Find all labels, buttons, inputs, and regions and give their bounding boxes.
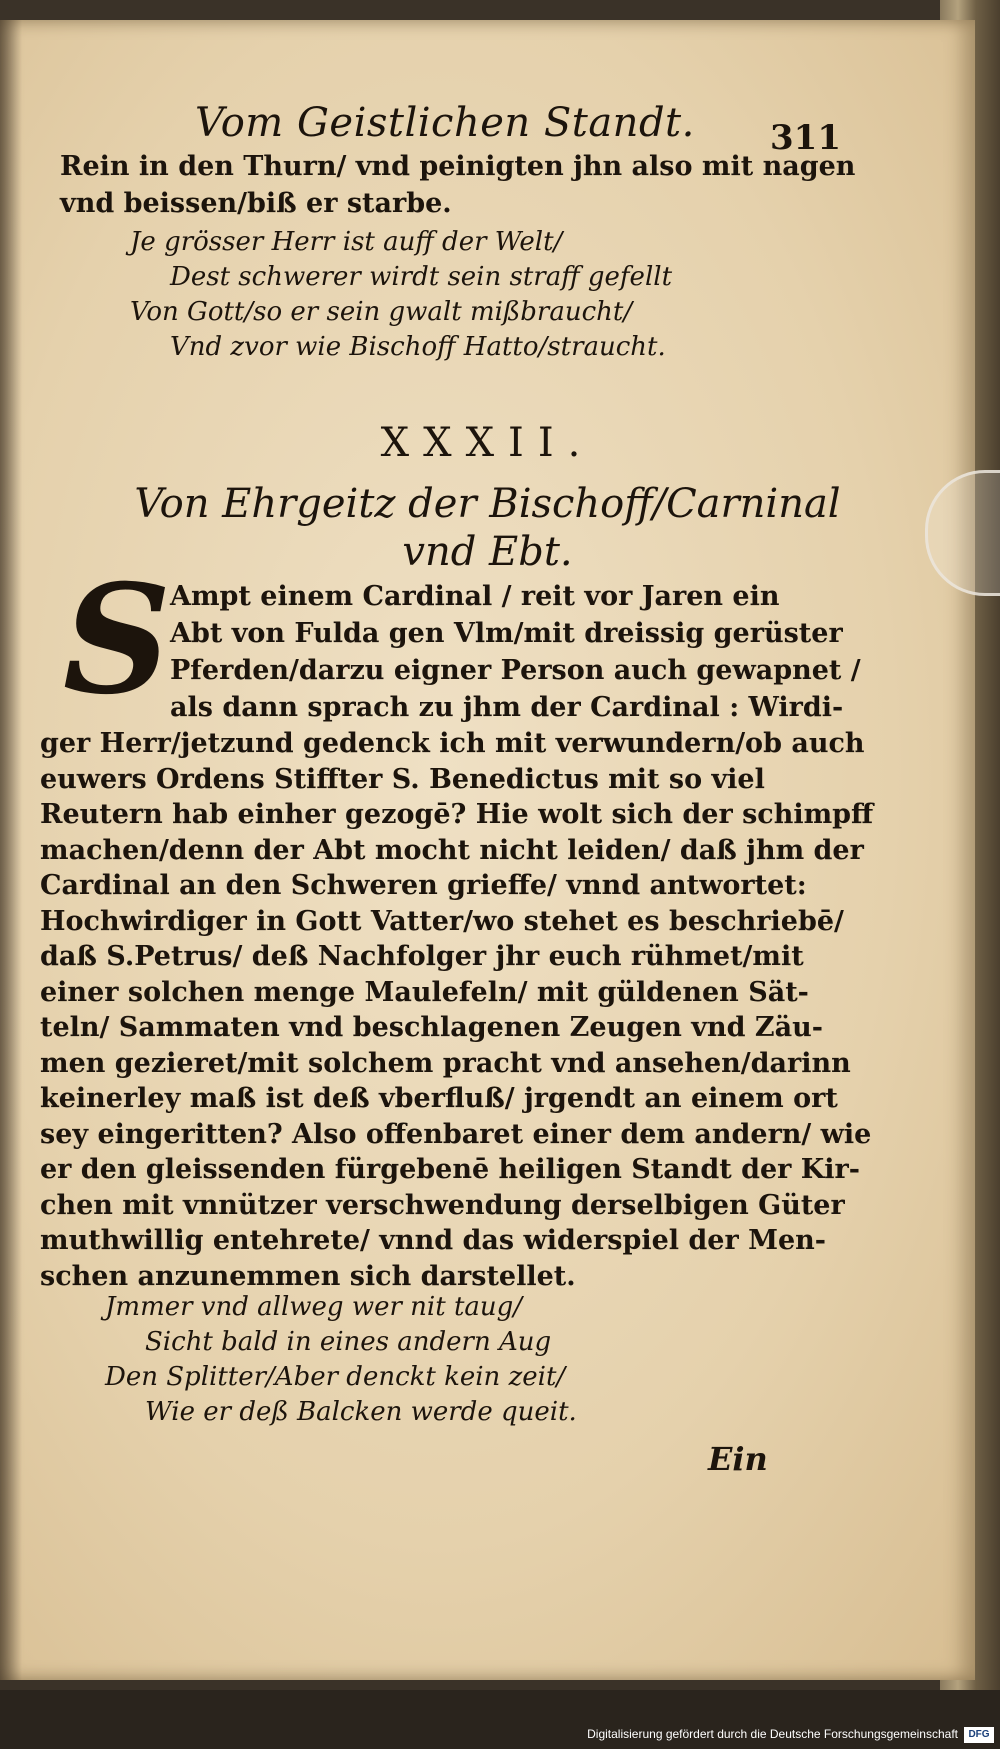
text-line: Hochwirdiger in Gott Vatter/wo stehet es beschriebē/ bbox=[40, 905, 844, 937]
verse-line: Wie er deß Balcken werde queit. bbox=[145, 1397, 577, 1427]
chapter-number: XXXII. bbox=[380, 420, 595, 466]
text-line: Reutern hab einher gezogē? Hie wolt sich der schimpff bbox=[40, 799, 874, 830]
chapter-title-line: Von Ehrgeitz der Bischoff/Carninal bbox=[134, 481, 841, 527]
text-line: einer solchen menge Maulefeln/ mit güldenen Sät- bbox=[40, 976, 809, 1008]
text-line: ger Herr/jetzund gedenck ich mit verwundern/ob auch bbox=[40, 728, 865, 759]
main-paragraph bbox=[40, 726, 874, 1294]
text-line: er den gleissenden fürgebenē heiligen Standt der Kir- bbox=[40, 1154, 860, 1185]
text-line: Pferden/darzu eigner Person auch gewapnet / bbox=[170, 655, 861, 686]
dfg-logo: DFG bbox=[964, 1727, 994, 1743]
main-paragraph-indented bbox=[170, 578, 861, 726]
verse-line: Sicht bald in eines andern Aug bbox=[145, 1327, 552, 1357]
text-line: daß S.Petrus/ deß Nachfolger jhr euch rühmet/mit bbox=[40, 941, 804, 972]
verse-line: Vnd zvor wie Bischoff Hatto/straucht. bbox=[170, 332, 666, 362]
verse-2 bbox=[105, 1290, 577, 1430]
top-paragraph bbox=[60, 148, 856, 222]
text-line: machen/denn der Abt mocht nicht leiden/ daß jhm der bbox=[40, 834, 864, 866]
text-line: Rein in den Thurn/ vnd peinigten jhn also mit nagen bbox=[60, 151, 856, 182]
text-line: men gezieret/mit solchem pracht vnd ansehen/darinn bbox=[40, 1047, 851, 1079]
text-line: vnd beissen/biß er starbe. bbox=[60, 188, 452, 219]
text-line: sey eingeritten? Also offenbaret einer dem andern/ wie bbox=[40, 1118, 872, 1150]
page-gutter-shadow bbox=[0, 20, 22, 1680]
text-line: muthwillig entehrete/ vnnd das widerspiel der Men- bbox=[40, 1225, 826, 1256]
text-line: chen mit vnnützer verschwendung derselbigen Güter bbox=[40, 1189, 845, 1221]
text-line: als dann sprach zu jhm der Cardinal : Wirdi- bbox=[170, 692, 844, 723]
text-line: Abt von Fulda gen Vlm/mit dreissig gerüster bbox=[170, 618, 843, 649]
text-line: schen anzunemmen sich darstellet. bbox=[40, 1260, 576, 1292]
verse-line: Je grösser Herr ist auff der Welt/ bbox=[130, 227, 563, 257]
catchword: Ein bbox=[708, 1440, 768, 1478]
verse-line: Jmmer vnd allweg wer nit taug/ bbox=[105, 1292, 523, 1322]
verse-1 bbox=[130, 225, 672, 365]
running-head-title: Vom Geistlichen Standt. bbox=[195, 100, 695, 146]
verse-line: Von Gott/so er sein gwalt mißbraucht/ bbox=[130, 297, 633, 327]
text-line: Ampt einem Cardinal / reit vor Jaren ein bbox=[170, 581, 780, 612]
verse-line: Dest schwerer wirdt sein straff gefellt bbox=[170, 262, 673, 292]
footer-bar bbox=[0, 1690, 1000, 1749]
drop-cap: S bbox=[62, 552, 172, 728]
chapter-title-line: vnd Ebt. bbox=[402, 529, 573, 575]
verse-line: Den Splitter/Aber denckt kein zeit/ bbox=[105, 1362, 566, 1392]
page-number: 311 bbox=[770, 118, 841, 158]
text-line: teln/ Sammaten vnd beschlagenen Zeugen vnd Zäu- bbox=[40, 1012, 823, 1043]
text-line: keinerley maß ist deß vberfluß/ jrgendt an einem ort bbox=[40, 1083, 838, 1114]
footer-credit: Digitalisierung gefördert durch die Deutsche Forschungsgemeinschaft bbox=[587, 1727, 958, 1741]
text-line: Cardinal an den Schweren grieffe/ vnnd antwortet: bbox=[40, 870, 807, 901]
text-line: euwers Ordens Stiffter S. Benedictus mit so viel bbox=[40, 763, 765, 795]
